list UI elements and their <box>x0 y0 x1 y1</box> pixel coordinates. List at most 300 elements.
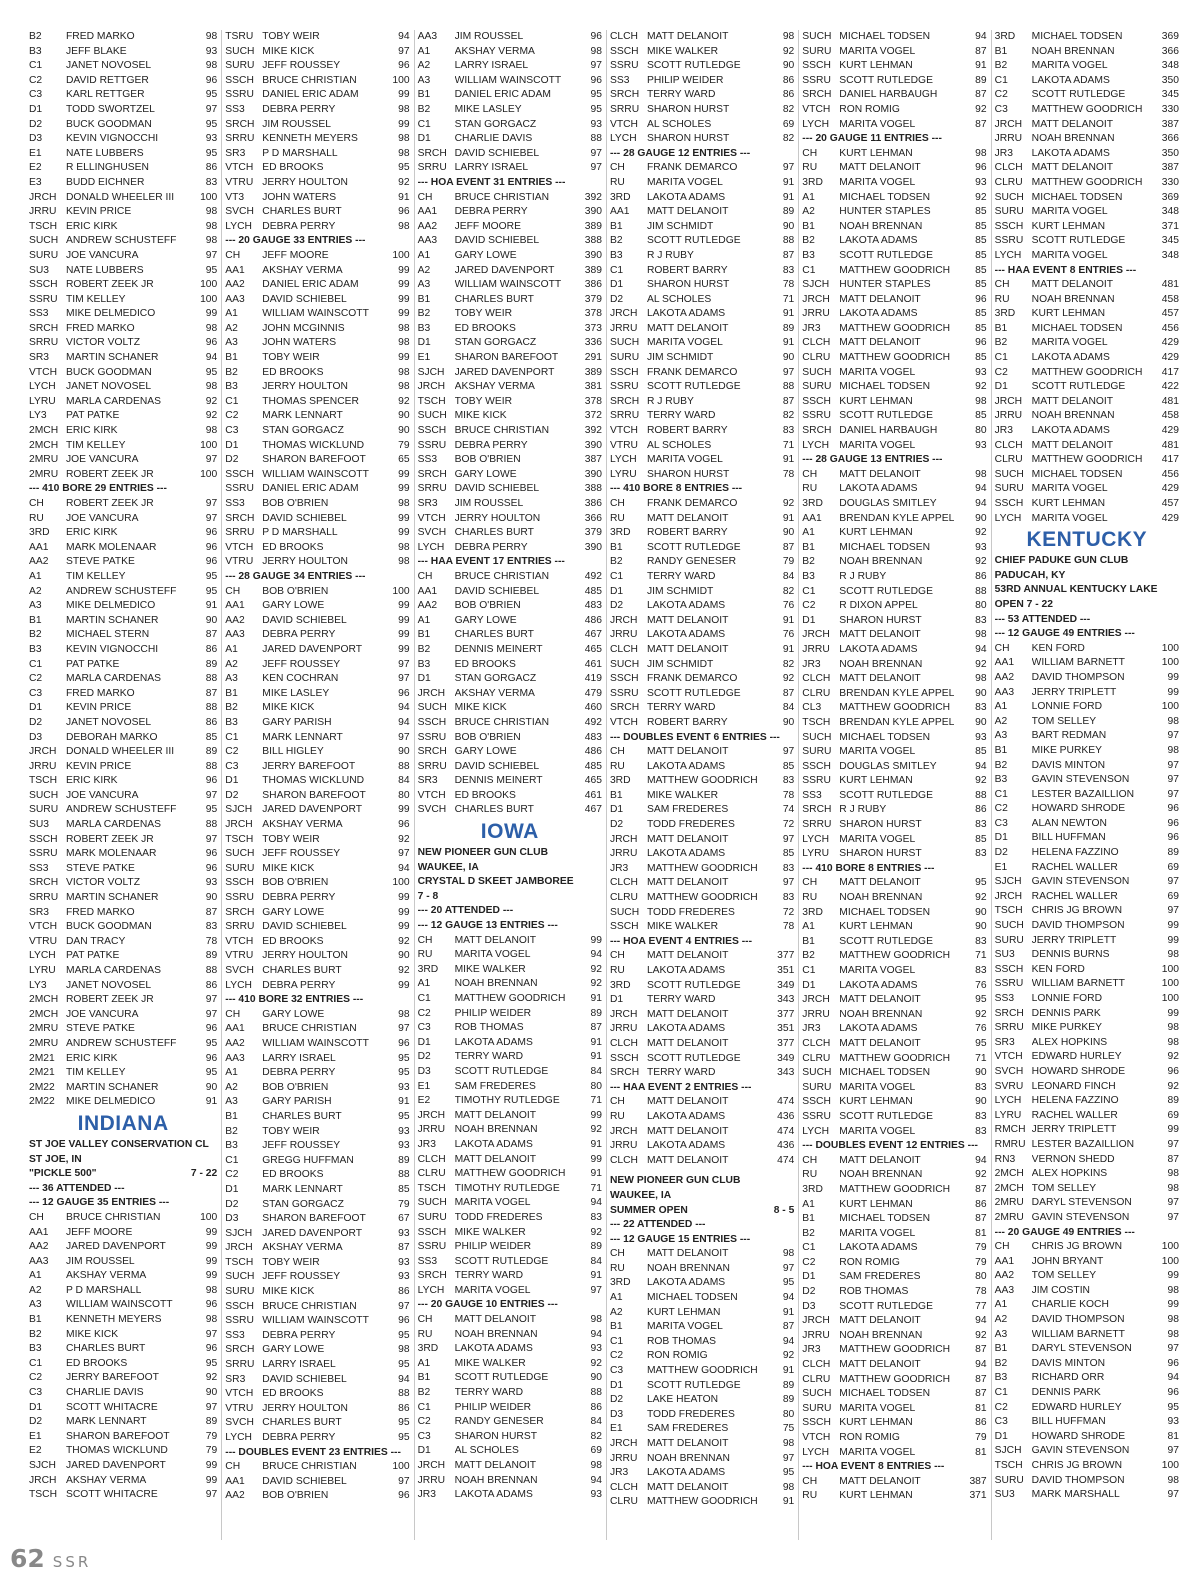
score: 343 <box>777 994 795 1006</box>
result-row <box>225 1460 409 1475</box>
result-row <box>418 1401 602 1416</box>
score: 99 <box>398 118 410 130</box>
class-code: SRCH <box>29 877 59 889</box>
shooter-name: LAKOTA ADAMS <box>646 1277 726 1289</box>
score: 429 <box>1161 512 1179 524</box>
score: 98 <box>975 147 987 159</box>
score: 85 <box>205 731 218 743</box>
class-code: SSCH <box>417 716 447 728</box>
class-code: A2 <box>225 1081 238 1093</box>
class-code: JR3 <box>609 1467 629 1479</box>
shooter-name: JOHN WATERS <box>262 337 337 349</box>
result-row <box>995 220 1179 235</box>
class-code: C2 <box>29 673 43 685</box>
shooter-name: SCOTT RUTLEDGE <box>454 1255 549 1267</box>
score: 91 <box>205 1096 218 1108</box>
class-code: TSCH <box>29 775 58 787</box>
class-code: D1 <box>417 1036 431 1048</box>
result-row <box>610 176 794 191</box>
shooter-name: JEFF MOORE <box>454 220 521 232</box>
class-code: CLCH <box>802 1359 831 1371</box>
class-code: LYCH <box>225 1432 252 1443</box>
score: 100 <box>392 1461 410 1473</box>
result-row <box>802 818 986 833</box>
class-code: A2 <box>417 264 431 276</box>
score: 94 <box>398 702 410 714</box>
class-code: B2 <box>994 759 1008 771</box>
shooter-name: MATTHEW GOODRICH <box>839 1052 951 1064</box>
result-row <box>225 147 409 162</box>
shooter-name: LAKOTA ADAMS <box>454 1343 533 1355</box>
result-row <box>995 1357 1179 1372</box>
result-row <box>610 336 794 351</box>
shooter-name: MIKE KICK <box>262 862 315 874</box>
result-row <box>802 585 986 600</box>
score: 351 <box>777 965 795 976</box>
class-code: 2MRU <box>29 468 59 480</box>
result-row <box>225 876 409 891</box>
class-code: B1 <box>609 1321 623 1333</box>
section-header: --- 28 GAUGE 13 ENTRIES --- <box>802 454 943 466</box>
result-row <box>610 599 794 614</box>
class-code: SUCH <box>225 45 255 57</box>
result-row <box>995 118 1179 133</box>
score: 92 <box>398 395 410 407</box>
result-row <box>225 453 409 468</box>
event-title-row <box>29 1167 217 1182</box>
shooter-name: JIM ROUSSEL <box>262 118 331 130</box>
score: 99 <box>1167 934 1179 946</box>
score: 90 <box>398 950 410 962</box>
shooter-name: BART REDMAN <box>1031 730 1107 742</box>
shooter-name: SCOTT RUTLEDGE <box>839 1300 933 1312</box>
shooter-name: ROB THOMAS <box>646 1335 716 1347</box>
shooter-name: MATT DELANOIT <box>454 1109 537 1121</box>
shooter-name: MATT DELANOIT <box>1031 439 1114 451</box>
score: 98 <box>205 381 218 393</box>
result-row <box>802 1446 986 1461</box>
shooter-name: JIM SCHMIDT <box>646 352 714 364</box>
score: 91 <box>782 308 795 320</box>
shooter-name: MATTHEW GOODRICH <box>839 1373 951 1385</box>
score: 71 <box>590 1095 602 1107</box>
class-code: B3 <box>994 774 1008 786</box>
result-row <box>29 876 217 891</box>
class-code: CH <box>609 498 625 509</box>
result-row <box>29 307 217 322</box>
score: 93 <box>975 541 987 553</box>
section-header: --- HOA EVENT 8 ENTRIES --- <box>802 1461 945 1473</box>
result-row <box>802 191 986 206</box>
class-code: SS3 <box>29 862 49 874</box>
score: 98 <box>782 1438 795 1449</box>
shooter-name: LAKOTA ADAMS <box>839 979 918 991</box>
shooter-name: LAKOTA ADAMS <box>646 1140 726 1152</box>
shooter-name: LAKOTA ADAMS <box>839 483 918 495</box>
score: 78 <box>782 921 795 933</box>
shooter-name: MIKE PURKEY <box>1031 744 1103 756</box>
result-row <box>802 774 986 789</box>
class-code: 2MRU <box>29 1037 59 1049</box>
result-row <box>802 1081 986 1096</box>
class-code: VTCH <box>29 366 58 378</box>
score: 474 <box>777 1154 795 1166</box>
shooter-name: MICHAEL TODSEN <box>1031 322 1123 334</box>
score: 96 <box>1167 803 1179 815</box>
class-code: B1 <box>225 1110 238 1122</box>
score: 98 <box>1167 715 1179 727</box>
result-row <box>802 307 986 322</box>
shooter-name: LAKOTA ADAMS <box>646 1110 726 1122</box>
class-code: SVCH <box>225 965 254 976</box>
score: 80 <box>975 425 987 437</box>
result-row <box>29 833 217 848</box>
class-code: 3RD <box>802 906 823 918</box>
class-code: D1 <box>417 673 431 685</box>
class-code: C3 <box>29 1387 43 1399</box>
class-code: AA2 <box>29 556 49 568</box>
class-code: B3 <box>609 249 623 261</box>
shooter-name: DANIEL ERIC ADAM <box>454 89 551 101</box>
shooter-name: RICHARD ORR <box>1031 1372 1105 1384</box>
shooter-name: GARY LOWE <box>262 600 325 612</box>
shooter-name: KURT LEHMAN <box>1031 498 1106 509</box>
score: 369 <box>1161 31 1179 42</box>
result-row <box>418 1182 602 1197</box>
result-row <box>610 555 794 570</box>
result-row <box>225 45 409 60</box>
shooter-name: MARTIN SCHANER <box>66 352 159 364</box>
result-row <box>610 847 794 862</box>
shooter-name: KURT LEHMAN <box>1031 308 1106 320</box>
score: 93 <box>590 1343 602 1355</box>
result-row <box>418 118 602 133</box>
result-row <box>29 672 217 687</box>
class-code: RN3 <box>994 1153 1016 1165</box>
score: 83 <box>205 921 218 933</box>
result-row <box>802 1270 986 1285</box>
score: 387 <box>584 454 602 466</box>
shooter-name: MATT DELANOIT <box>839 673 921 685</box>
class-code: SR3 <box>417 775 438 787</box>
score: 92 <box>1167 1051 1179 1063</box>
result-row <box>802 234 986 249</box>
shooter-name: ALAN NEWTON <box>1031 817 1107 829</box>
class-code: SRRU <box>225 921 255 933</box>
score: 97 <box>1167 1489 1179 1501</box>
result-row <box>995 132 1179 147</box>
score: 99 <box>398 279 410 291</box>
result-row <box>610 278 794 293</box>
shooter-name: KEVIN VIGNOCCHI <box>66 643 159 655</box>
result-row <box>418 1386 602 1401</box>
result-row <box>29 278 217 293</box>
shooter-name: MARK MOLENAAR <box>66 848 157 860</box>
shooter-name: TODD FREDERES <box>454 1211 543 1223</box>
class-code: B3 <box>417 322 431 334</box>
score: 98 <box>205 425 218 437</box>
score: 96 <box>590 74 602 86</box>
result-row <box>995 147 1179 162</box>
shooter-name: JARED DAVENPORT <box>262 643 363 655</box>
class-code: B2 <box>802 556 815 568</box>
score: 79 <box>205 1445 218 1457</box>
result-row <box>995 919 1179 934</box>
score: 89 <box>975 74 987 86</box>
class-code: D1 <box>417 337 431 349</box>
class-code: A1 <box>802 191 815 203</box>
result-row <box>995 395 1179 410</box>
score: 92 <box>975 381 987 393</box>
shooter-name: RANDY GENESER <box>454 1416 544 1428</box>
score: 99 <box>398 979 410 991</box>
shooter-name: DAVID SCHIEBEL <box>262 1373 347 1385</box>
class-code: D1 <box>802 979 816 991</box>
result-row <box>610 30 794 45</box>
shooter-name: JIM SCHMIDT <box>646 658 714 670</box>
shooter-name: SHARON HURST <box>646 468 730 480</box>
result-row <box>610 1262 794 1277</box>
score: 93 <box>398 1140 410 1152</box>
class-code: SURU <box>29 249 59 261</box>
score: 97 <box>398 45 410 57</box>
result-row <box>610 570 794 585</box>
class-code: A3 <box>994 1328 1008 1340</box>
result-row <box>29 906 217 921</box>
class-code: CLRU <box>802 352 831 364</box>
shooter-name: MATT DELANOIT <box>646 1438 729 1449</box>
result-row <box>802 1489 986 1504</box>
class-code: 2M21 <box>29 1052 55 1064</box>
result-row <box>802 1198 986 1213</box>
score: 97 <box>782 746 795 758</box>
score: 82 <box>782 585 795 597</box>
score: 95 <box>205 804 218 816</box>
result-row <box>29 555 217 570</box>
result-row <box>29 249 217 264</box>
shooter-name: MATT DELANOIT <box>646 614 729 626</box>
class-code: SRRU <box>994 1022 1024 1034</box>
result-row <box>418 366 602 381</box>
shooter-name: ANDREW SCHUSTEFF <box>66 235 177 247</box>
score: 98 <box>398 381 410 393</box>
result-row <box>610 906 794 921</box>
class-code: SS3 <box>29 308 49 320</box>
score: 84 <box>782 702 795 714</box>
class-code: TSCH <box>802 716 831 728</box>
score: 95 <box>975 1037 987 1049</box>
result-row <box>610 1095 794 1110</box>
section-header: --- DOUBLES EVENT 6 ENTRIES --- <box>609 731 780 743</box>
class-code: A2 <box>802 206 815 218</box>
score: 94 <box>398 1373 410 1385</box>
score: 485 <box>584 760 602 772</box>
class-code: CLRU <box>609 892 638 904</box>
shooter-name: JANET NOVOSEL <box>66 60 152 72</box>
shooter-name: CHARLES BURT <box>454 629 534 641</box>
class-code: VTCH <box>225 1388 254 1400</box>
score: 465 <box>584 643 602 655</box>
class-code: AA2 <box>994 671 1015 683</box>
class-code: SRCH <box>802 804 832 816</box>
result-row <box>225 1343 409 1358</box>
section-header: --- 12 GAUGE 15 ENTRIES --- <box>609 1233 751 1245</box>
class-code: RU <box>802 892 818 904</box>
score: 97 <box>782 1452 795 1464</box>
class-code: TSCH <box>994 1460 1023 1471</box>
result-row <box>995 1284 1179 1299</box>
shooter-name: DARYL STEVENSON <box>1031 1197 1132 1209</box>
shooter-name: THOMAS WICKLUND <box>66 1445 168 1457</box>
class-code: C2 <box>802 1256 816 1268</box>
section-header: --- 410 BORE 29 ENTRIES --- <box>29 483 167 495</box>
class-code: SRCH <box>802 425 832 437</box>
event-name: "PICKLE 500" <box>29 1168 97 1180</box>
score: 349 <box>777 979 795 991</box>
score: 95 <box>398 1432 410 1443</box>
score: 97 <box>1167 1343 1179 1355</box>
score: 84 <box>782 570 795 582</box>
class-code: AA1 <box>994 657 1015 669</box>
result-row <box>610 307 794 322</box>
shooter-name: JARED DAVENPORT <box>66 1241 166 1253</box>
score: 91 <box>782 191 795 203</box>
class-code: JR3 <box>802 1023 821 1035</box>
shooter-name: MIKE KICK <box>454 702 507 714</box>
class-code: SRRU <box>225 1359 255 1371</box>
shooter-name: DENNIS MEINERT <box>454 643 543 655</box>
shooter-name: DEBRA PERRY <box>262 1067 336 1079</box>
score: 92 <box>590 1124 602 1136</box>
shooter-name: LAKOTA ADAMS <box>839 308 918 320</box>
shooter-name: JIM ROUSSEL <box>454 31 524 42</box>
shooter-name: MICHAEL TODSEN <box>839 1213 931 1225</box>
score: 87 <box>975 1213 987 1225</box>
shooter-name: JOHN MCGINNIS <box>262 322 345 334</box>
shooter-name: MATTHEW GOODRICH <box>839 702 951 714</box>
shooter-name: BRUCE CHRISTIAN <box>454 425 550 437</box>
shooter-name: JANET NOVOSEL <box>66 979 152 991</box>
result-row <box>225 191 409 206</box>
score: 481 <box>1161 395 1179 407</box>
score: 79 <box>975 1256 987 1268</box>
result-row <box>29 570 217 585</box>
shooter-name: RANDY GENESER <box>646 556 737 568</box>
shooter-name: MARK LENNART <box>262 731 343 743</box>
result-row <box>418 992 602 1007</box>
shooter-name: JERRY TRIPLETT <box>1031 686 1117 698</box>
score: 98 <box>1167 1168 1179 1180</box>
result-row <box>418 643 602 658</box>
shooter-name: DAN TRACY <box>66 935 126 947</box>
shooter-name: LAKOTA ADAMS <box>646 308 726 320</box>
shooter-name: GARY LOWE <box>454 249 517 261</box>
score: 461 <box>584 789 602 801</box>
shooter-name: MATT DELANOIT <box>839 1154 921 1166</box>
result-row <box>225 1373 409 1388</box>
shooter-name: LAKOTA ADAMS <box>454 1036 533 1048</box>
result-row <box>418 1123 602 1138</box>
score: 92 <box>398 935 410 947</box>
result-row <box>610 74 794 89</box>
state-heading: IOWA <box>480 820 539 844</box>
score: 71 <box>975 950 987 962</box>
section-header: --- HAA EVENT 2 ENTRIES --- <box>609 1081 752 1093</box>
shooter-name: JERRY TRIPLETT <box>1031 934 1117 946</box>
result-row <box>29 701 217 716</box>
class-code: LYCH <box>802 833 829 845</box>
score: 351 <box>777 1023 795 1035</box>
result-row <box>802 1066 986 1081</box>
shooter-name: ED BROOKS <box>262 366 324 378</box>
score: 85 <box>975 235 987 247</box>
class-code: B1 <box>802 935 815 947</box>
result-row <box>610 1481 794 1496</box>
result-row <box>610 395 794 410</box>
score: 350 <box>1161 74 1179 86</box>
shooter-name: JARED DAVENPORT <box>262 804 363 816</box>
class-code: B1 <box>609 789 623 801</box>
score: 90 <box>975 906 987 918</box>
shooter-name: THOMAS SPENCER <box>262 395 359 407</box>
score: 88 <box>590 133 602 145</box>
score: 98 <box>1167 744 1179 756</box>
shooter-name: KURT LEHMAN <box>839 527 913 539</box>
class-code: AA2 <box>225 1037 245 1049</box>
shooter-name: DAVID SCHIEBEL <box>262 512 347 524</box>
shooter-name: AKSHAY VERMA <box>454 381 535 393</box>
shooter-name: TIMOTHY RUTLEDGE <box>454 1182 560 1194</box>
result-row <box>995 322 1179 337</box>
shooter-name: MATT DELANOIT <box>646 1096 729 1108</box>
result-row <box>995 380 1179 395</box>
result-row <box>225 1125 409 1140</box>
score: 88 <box>205 760 218 772</box>
class-code: D1 <box>225 1183 239 1195</box>
score: 429 <box>1161 337 1179 349</box>
shooter-name: LAKOTA ADAMS <box>1031 74 1110 86</box>
class-code: D1 <box>417 1445 431 1457</box>
result-row <box>995 1371 1179 1386</box>
result-row <box>418 614 602 629</box>
class-code: 2MRU <box>29 454 59 466</box>
class-code: JRCH <box>802 1315 830 1327</box>
shooter-name: MARITA VOGEL <box>839 45 916 57</box>
club-info: ST JOE, IN <box>29 1153 82 1165</box>
score: 99 <box>205 1241 218 1253</box>
result-row <box>802 745 986 760</box>
score: 98 <box>398 322 410 334</box>
score: 92 <box>975 1008 987 1020</box>
class-code: CLCH <box>609 1481 638 1493</box>
class-code: SURU <box>609 352 640 364</box>
class-code: B3 <box>29 45 42 57</box>
shooter-name: CHARLES BURT <box>66 1343 146 1355</box>
result-row <box>418 103 602 118</box>
result-row <box>418 205 602 220</box>
class-code: AA2 <box>417 600 438 612</box>
shooter-name: MATT DELANOIT <box>839 877 921 889</box>
score: 92 <box>975 658 987 670</box>
class-code: SSCH <box>417 425 447 437</box>
class-code: CH <box>417 191 433 203</box>
score: 99 <box>398 483 410 495</box>
result-row <box>610 716 794 731</box>
shooter-name: MARITA VOGEL <box>1031 249 1108 261</box>
result-row <box>225 1285 409 1300</box>
result-row <box>418 585 602 600</box>
score: 98 <box>398 366 410 378</box>
